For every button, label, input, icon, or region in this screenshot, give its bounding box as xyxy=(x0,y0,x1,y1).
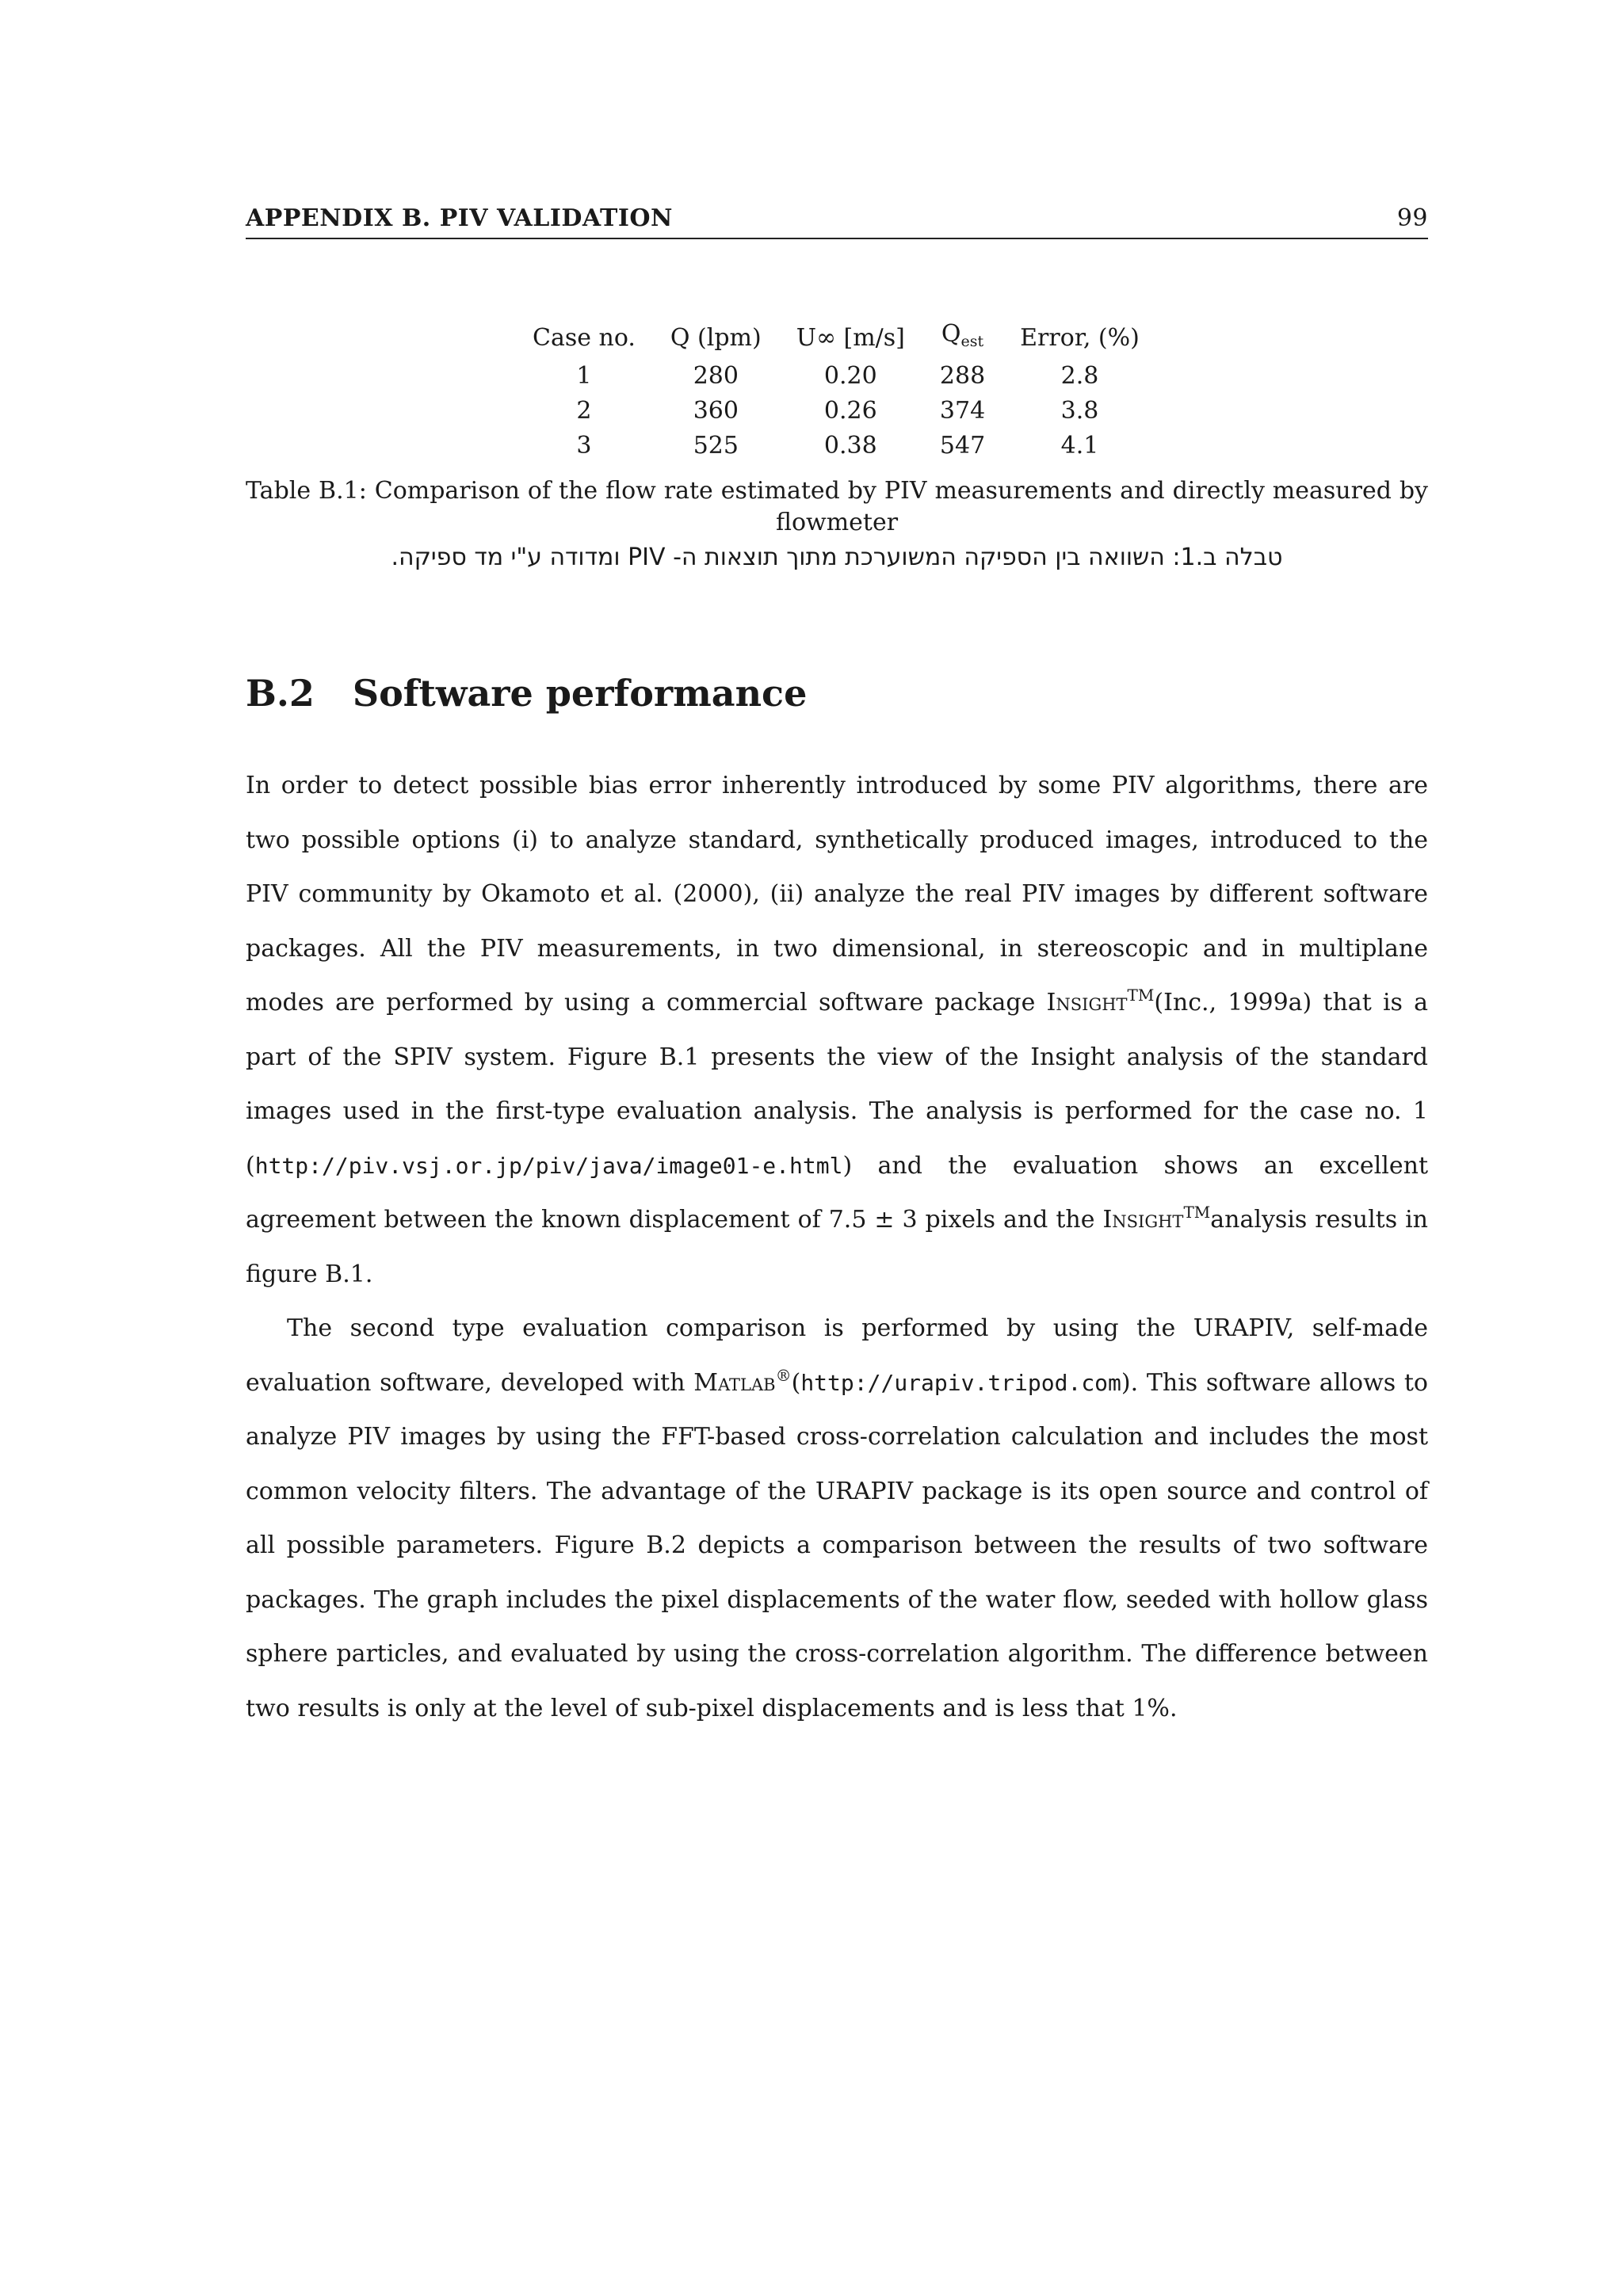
registered-mark: ® xyxy=(775,1365,792,1385)
header-rule xyxy=(246,238,1428,239)
table-row xyxy=(515,429,1157,463)
running-header xyxy=(246,204,1428,232)
section-number: B.2 xyxy=(246,672,315,715)
table-header: Case no. xyxy=(533,323,636,352)
table-cell: 280 xyxy=(693,362,739,390)
table-row xyxy=(515,394,1157,429)
page-number: 99 xyxy=(1396,204,1428,232)
section-title: Software performance xyxy=(352,672,808,715)
table-cell: 547 xyxy=(939,432,986,460)
table-header: $Q_{est}$ xyxy=(941,320,984,350)
paragraph: In order to detect possible bias error inherently introduced by some PIV algorithms, there are two possible options (i) to analyze standard, synthetically produced images, introduced to the PIV community by Okamoto et al. (2000), (ii) analyze the real PIV images by different software packages. All the PIV measurements, in two dimensional, in stereoscopic and in multiplane modes are performed by using a commercial software package Insight™(Inc., 1999a) that is a part of the SPIV system. Figure B.1 presents the view of the Insight analysis of the standard images used in the first-type evaluation analysis. The analysis is performed for the case no. 1 (http://piv.vsj.or.jp/piv/java/image01-e.html) and the evaluation shows an excellent agreement between the known displacement of 7.5 ± 3 pixels and the Insight™analysis results in figure B.1. xyxy=(246,772,1429,1288)
subscript: est xyxy=(960,333,984,350)
table-cell: 4.1 xyxy=(1060,432,1099,460)
table-header-row xyxy=(515,317,1157,359)
caption-line: flowmeter xyxy=(775,509,899,536)
table-cell: 374 xyxy=(939,397,986,425)
table-cell: 2 xyxy=(576,397,592,425)
software-name: Insight xyxy=(1102,1206,1184,1234)
table-cell: 0.38 xyxy=(823,432,877,460)
table-row xyxy=(515,359,1157,394)
flow-rate-table xyxy=(515,317,1157,463)
table-caption xyxy=(246,475,1428,574)
trademark: TM xyxy=(1183,1203,1211,1222)
table-cell: 3.8 xyxy=(1060,397,1099,425)
url-link[interactable]: http://piv.vsj.or.jp/piv/java/image01-e.html xyxy=(254,1152,843,1179)
header-title: APPENDIX B. PIV VALIDATION xyxy=(246,204,673,232)
software-name: Matlab xyxy=(693,1368,776,1397)
body-text xyxy=(246,759,1428,1736)
caption-line: Table B.1: Comparison of the flow rate estimated by PIV measurements and directly measured by xyxy=(246,477,1428,505)
software-name: Insight xyxy=(1046,989,1128,1016)
table-cell: 525 xyxy=(693,432,739,460)
paragraph: The second type evaluation comparison is performed by using the URAPIV, self-made evaluation software, developed with Matlab®(http://urapiv.tripod.com). This software allows to analyze PIV images by using the FFT-based cross-correlation calculation and includes the most common velocity filters. The advantage of the URAPIV package is its open source and control of all possible parameters. Figure B.2 depicts a comparison between the results of two software packages. The graph includes the pixel displacements of the water flow, seeded with hollow glass sphere particles, and evaluated by using the cross-correlation algorithm. The difference between two results is only at the level of sub-pixel displacements and is less that 1%. xyxy=(246,1314,1428,1722)
table-cell: 0.26 xyxy=(823,397,877,425)
table-cell: 360 xyxy=(693,397,739,425)
table-cell: 288 xyxy=(939,362,986,390)
table-cell: 2.8 xyxy=(1060,362,1099,390)
hebrew-caption: טבלה ב.1: השוואה בין הספיקה המשוערכת מתוך תוצאות ה- PIV ומדודה ע"י מד ספיקה. xyxy=(391,543,1283,571)
table-header: Q (lpm) xyxy=(670,323,762,352)
url-link[interactable]: http://urapiv.tripod.com xyxy=(800,1369,1121,1396)
trademark: TM xyxy=(1127,986,1155,1005)
table-cell: 1 xyxy=(576,362,592,390)
table-cell: 0.20 xyxy=(823,362,877,390)
table-cell: 3 xyxy=(576,432,592,460)
section-heading xyxy=(246,672,807,715)
table-header: U∞ [m/s] xyxy=(796,323,905,352)
table-header: Error, (%) xyxy=(1020,323,1140,352)
